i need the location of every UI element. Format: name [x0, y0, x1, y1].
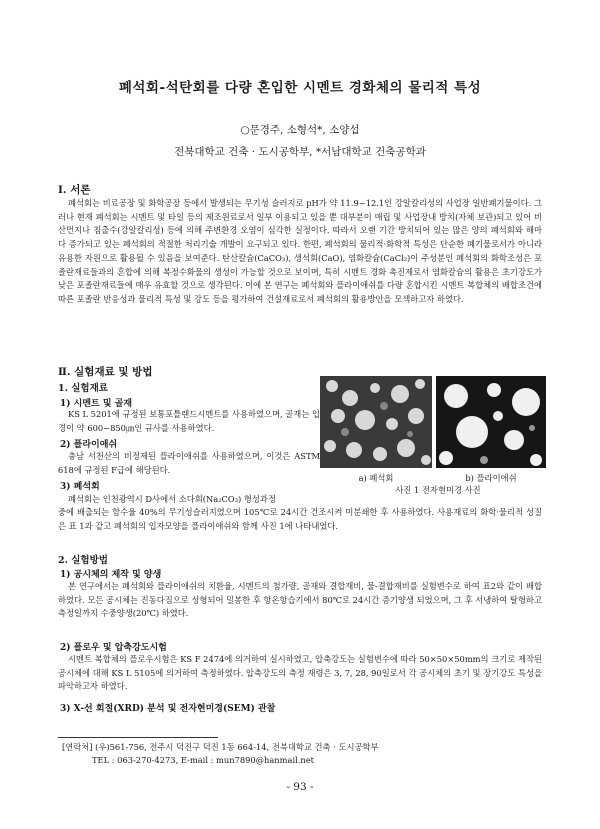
section-2-heading: Ⅱ. 실험재료 및 방법	[58, 366, 153, 378]
sem-label-waste-lime: a) 폐석회	[358, 473, 394, 483]
sem-photo-waste-lime	[320, 376, 432, 468]
paper-title: 폐석회-석탄회를 다량 혼입한 시멘트 경화체의 물리적 특성	[118, 80, 482, 96]
item-xrd-sem-heading: 3) X-선 회절(XRD) 분석 및 전자현미경(SEM) 관찰	[60, 704, 276, 714]
page-number: - 93 -	[286, 781, 314, 793]
item-flyash-heading: 2) 플라이애쉬	[60, 440, 118, 450]
sem-photo-fly-ash	[436, 376, 546, 468]
footnote-contact: [연락처] (우)561-756, 전주시 덕진구 덕진 1동 664-14, 전북대학교 건축 · 도시공학부	[62, 742, 379, 752]
footnote-divider	[58, 737, 218, 738]
item-specimen-text: 본 연구에서는 폐석회와 플라이애쉬의 치환율, 시멘트의 첨가량, 골재와 결합재비, 물-결합재비를 실험변수로 하여 표2와 같이 배합하였다. 모든 공시체는 진동다짐으로 성형되어 밀봉한 후 항온항습기에서 80℃로 24시간 증기양생 되었으며, 그 후 서냉하여 탈형하고 측정일까지 수중양생(20℃) 하였다.	[58, 581, 542, 619]
footnote-tel-email: TEL : 063-270-4273, E-mail : mun7890@hanmail.net	[92, 755, 314, 765]
item-flow-strength-text: 시멘트 복합체의 플로우시험은 KS F 2474에 의거하여 실시하였고, 압축강도는 실험변수에 따라 50×50×50mm의 크기로 제작된 공시체에 대해 KS L 5105에 의거하여 측정하였다. 압축강도의 측정 재령은 3, 7, 28, 90일로서 각 공시체의 초기 및 장기강도 특성을 파악하고자 하였다.	[58, 654, 542, 692]
item-specimen-heading: 1) 공시체의 제작 및 양생	[60, 570, 162, 580]
item-wastelime-heading: 3) 폐석회	[60, 482, 100, 492]
figure-caption: 사진 1 전자현미경 사진	[395, 485, 481, 495]
section-1-heading: Ⅰ. 서론	[58, 184, 91, 196]
item-wastelime-text-a: 폐석회는 인천광역시 D사에서 소다회(Na₂CO₃) 형성과정	[68, 494, 276, 504]
item-flyash-text: 충남 서천산의 비정제된 플라이애쉬를 사용하였으며, 이것은 ASTM 618에 규정된 F급에 해당된다.	[58, 451, 320, 475]
item-cement-heading: 1) 시멘트 및 골재	[60, 399, 133, 409]
item-wastelime-text-b: 중에 배출되는 함수율 40%의 무기성슬러지였으며 105℃로 24시간 건조시켜 미분쇄한 후 사용하였다. 사용재료의 화학·물리적 성질은 표 1과 같고 폐석회의 입자모양을 플라이애쉬와 함께 사진 1에 나타내었다.	[58, 507, 542, 531]
sem-label-fly-ash: b) 플라이애쉬	[465, 473, 517, 483]
affiliation: 전북대학교 건축 · 도시공학부, *서남대학교 건축공학과	[174, 146, 426, 158]
item-cement-text: KS L 5201에 규정된 보통포틀랜드시멘트를 사용하였으며, 골재는 입경이 약 600~850㎛인 규사를 사용하였다.	[58, 409, 320, 433]
section-1-paragraph: 폐석회는 비료공장 및 화학공장 등에서 발생되는 무기성 슬러지로 pH가 약 11.9~12.1인 강알칼리성의 사업장 일반폐기물이다. 그러나 현재 폐석회는 시멘트 및 타일 등의 제조원료로서 일부 이용되고 있을 뿐 대부분이 매립 및 사업장내 방치(자체 보관)되고 있어 비산먼지나 침출수(강알칼리성) 등에 의해 주변환경 오염이 심각한 실정이다. 따라서 오랜 기간 방치되어 있는 많은 양의 폐석회와 해마다 증가되고 있는 폐석회의 적절한 처리기술 개발이 요구되고 있다. 한편, 폐석회의 물리적·화학적 특성은 단순한 폐기물로서가 아니라 유용한 자원으로 활용될 수 있음을 보여준다. 탄산칼슘(CaCO₃), 생석회(CaO), 염화칼슘(CaCl₂)이 주성분인 폐석회의 화학조성은 포졸란재료들과의 혼합에 의해 복정수화물의 생성이 가능할 것으로 보이며, 특히 시멘트 경화 촉진제로서 염화칼슘의 활용은 초기강도가 낮은 포졸란재료들에 매우 유효할 것으로 생각된다. 이에 본 연구는 폐석회와 플라이애쉬를 다량 혼합시킨 시멘트 복합체의 배합조건에 따른 포졸란 반응성과 물리적 특성 및 강도 등을 평가하여 건설재료로서 폐석회의 활용방안을 모색하고자 하였다.	[58, 198, 542, 304]
author-list: ○문경주, 소형석*, 소양섭	[240, 124, 360, 136]
subsection-methods-heading: 2. 실험방법	[58, 555, 108, 566]
subsection-materials-heading: 1. 실험재료	[58, 383, 108, 394]
item-flow-strength-heading: 2) 플로우 및 압축강도시험	[60, 643, 167, 653]
